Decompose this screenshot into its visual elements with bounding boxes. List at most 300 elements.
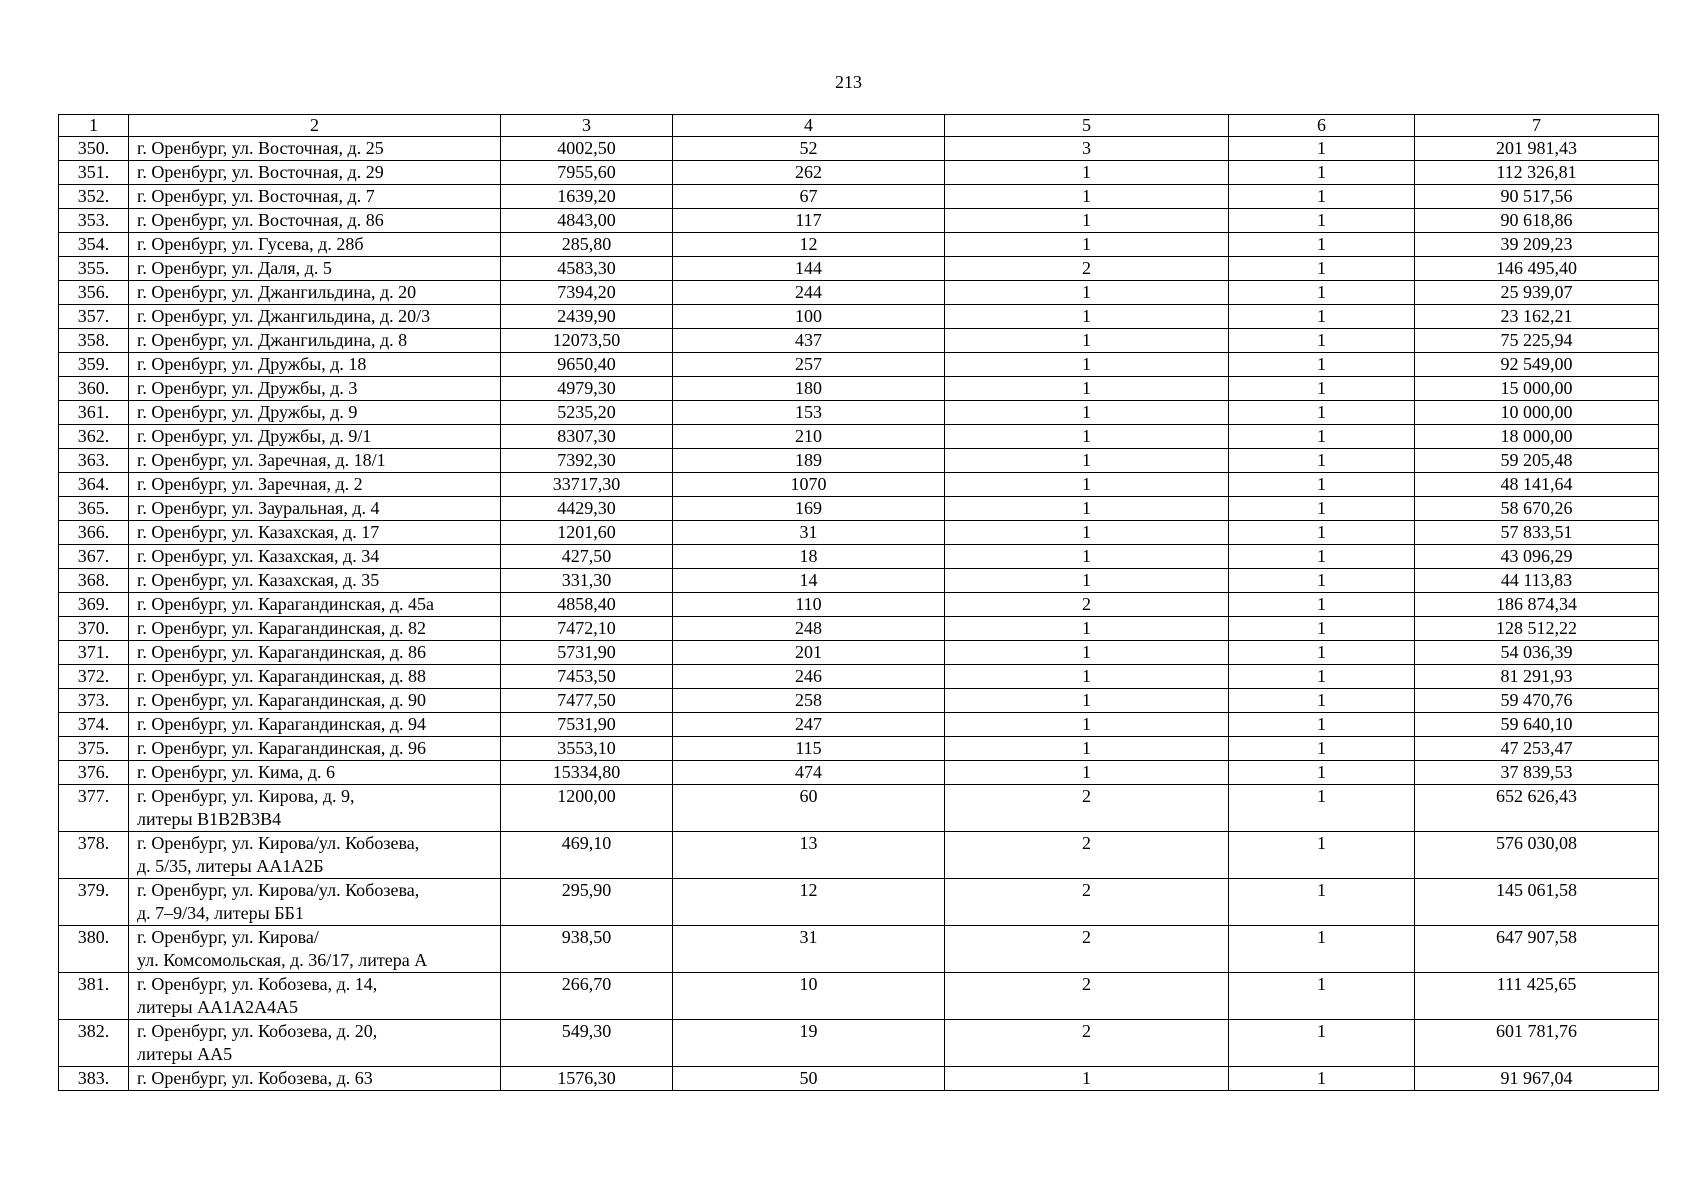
address-line: г. Оренбург, ул. Восточная, д. 7	[137, 186, 375, 206]
address-line: г. Оренбург, ул. Кобозева, д. 20,	[137, 1021, 378, 1041]
column-7-cell: 15 000,00	[1415, 377, 1659, 401]
header-cell-5: 5	[945, 115, 1229, 137]
area-cell: 33717,30	[501, 473, 673, 497]
area-cell: 7392,30	[501, 449, 673, 473]
address-cell	[129, 521, 501, 545]
address-line: г. Оренбург, ул. Кима, д. 6	[137, 762, 336, 782]
row-number-cell: 360.	[59, 377, 129, 401]
row-number-cell: 354.	[59, 233, 129, 257]
address-line: литеры В1В2В3В4	[137, 809, 282, 829]
row-number-cell: 380.	[59, 926, 129, 973]
column-4-cell: 117	[673, 209, 945, 233]
area-cell: 5235,20	[501, 401, 673, 425]
address-line: г. Оренбург, ул. Дружбы, д. 3	[137, 378, 358, 398]
column-6-cell: 1	[1229, 593, 1415, 617]
row-number-cell: 379.	[59, 879, 129, 926]
table-row	[59, 973, 1659, 1020]
address-cell	[129, 1020, 501, 1067]
address-cell	[129, 377, 501, 401]
table-row	[59, 209, 1659, 233]
column-5-cell: 1	[945, 569, 1229, 593]
column-4-cell: 201	[673, 641, 945, 665]
column-6-cell: 1	[1229, 161, 1415, 185]
column-5-cell: 1	[945, 761, 1229, 785]
column-4-cell: 258	[673, 689, 945, 713]
row-number-cell: 368.	[59, 569, 129, 593]
column-7-cell: 25 939,07	[1415, 281, 1659, 305]
column-5-cell: 1	[945, 497, 1229, 521]
address-cell	[129, 305, 501, 329]
row-number-cell: 363.	[59, 449, 129, 473]
column-6-cell: 1	[1229, 521, 1415, 545]
table-body	[59, 115, 1659, 1091]
area-cell: 12073,50	[501, 329, 673, 353]
header-cell-3: 3	[501, 115, 673, 137]
address-line: г. Оренбург, ул. Кирова/	[137, 927, 319, 947]
column-5-cell: 2	[945, 879, 1229, 926]
area-cell: 427,50	[501, 545, 673, 569]
area-cell: 5731,90	[501, 641, 673, 665]
table-row	[59, 521, 1659, 545]
address-cell	[129, 161, 501, 185]
row-number-cell: 366.	[59, 521, 129, 545]
column-7-cell: 54 036,39	[1415, 641, 1659, 665]
table-row	[59, 665, 1659, 689]
table-row	[59, 425, 1659, 449]
column-5-cell: 1	[945, 641, 1229, 665]
table-row	[59, 926, 1659, 973]
row-number-cell: 352.	[59, 185, 129, 209]
column-4-cell: 13	[673, 832, 945, 879]
column-5-cell: 1	[945, 209, 1229, 233]
table-row	[59, 281, 1659, 305]
column-7-cell: 48 141,64	[1415, 473, 1659, 497]
address-cell	[129, 593, 501, 617]
column-6-cell: 1	[1229, 569, 1415, 593]
column-4-cell: 12	[673, 233, 945, 257]
column-7-cell: 128 512,22	[1415, 617, 1659, 641]
address-cell	[129, 617, 501, 641]
area-cell: 1639,20	[501, 185, 673, 209]
column-6-cell: 1	[1229, 641, 1415, 665]
address-line: г. Оренбург, ул. Казахская, д. 34	[137, 546, 380, 566]
column-4-cell: 115	[673, 737, 945, 761]
address-line: г. Оренбург, ул. Кирова/ул. Кобозева,	[137, 833, 420, 853]
table-row	[59, 305, 1659, 329]
column-4-cell: 67	[673, 185, 945, 209]
row-number-cell: 374.	[59, 713, 129, 737]
column-7-cell: 186 874,34	[1415, 593, 1659, 617]
column-7-cell: 145 061,58	[1415, 879, 1659, 926]
area-cell: 3553,10	[501, 737, 673, 761]
column-6-cell: 1	[1229, 233, 1415, 257]
column-4-cell: 12	[673, 879, 945, 926]
column-5-cell: 1	[945, 737, 1229, 761]
table-row	[59, 641, 1659, 665]
column-4-cell: 100	[673, 305, 945, 329]
address-line: г. Оренбург, ул. Дружбы, д. 9	[137, 402, 358, 422]
address-cell	[129, 641, 501, 665]
column-4-cell: 31	[673, 926, 945, 973]
column-4-cell: 14	[673, 569, 945, 593]
column-4-cell: 60	[673, 785, 945, 832]
address-line: д. 7–9/34, литеры ББ1	[137, 903, 304, 923]
column-5-cell: 1	[945, 329, 1229, 353]
area-cell: 7955,60	[501, 161, 673, 185]
column-6-cell: 1	[1229, 832, 1415, 879]
address-cell	[129, 569, 501, 593]
column-7-cell: 91 967,04	[1415, 1067, 1659, 1091]
column-5-cell: 1	[945, 521, 1229, 545]
column-6-cell: 1	[1229, 329, 1415, 353]
table-row	[59, 137, 1659, 161]
row-number-cell: 383.	[59, 1067, 129, 1091]
column-6-cell: 1	[1229, 497, 1415, 521]
column-7-cell: 43 096,29	[1415, 545, 1659, 569]
area-cell: 1200,00	[501, 785, 673, 832]
address-line: г. Оренбург, ул. Карагандинская, д. 86	[137, 642, 427, 662]
row-number-cell: 356.	[59, 281, 129, 305]
column-4-cell: 19	[673, 1020, 945, 1067]
table-row	[59, 401, 1659, 425]
row-number-cell: 365.	[59, 497, 129, 521]
table-row	[59, 353, 1659, 377]
area-cell: 295,90	[501, 879, 673, 926]
address-line: г. Оренбург, ул. Джангильдина, д. 8	[137, 330, 408, 350]
column-7-cell: 112 326,81	[1415, 161, 1659, 185]
address-cell	[129, 257, 501, 281]
row-number-cell: 364.	[59, 473, 129, 497]
column-7-cell: 652 626,43	[1415, 785, 1659, 832]
area-cell: 7477,50	[501, 689, 673, 713]
column-7-cell: 576 030,08	[1415, 832, 1659, 879]
address-cell	[129, 209, 501, 233]
column-5-cell: 1	[945, 449, 1229, 473]
column-7-cell: 92 549,00	[1415, 353, 1659, 377]
row-number-cell: 359.	[59, 353, 129, 377]
address-line: г. Оренбург, ул. Кирова/ул. Кобозева,	[137, 880, 420, 900]
address-line: г. Оренбург, ул. Карагандинская, д. 45а	[137, 594, 435, 614]
row-number-cell: 376.	[59, 761, 129, 785]
column-7-cell: 57 833,51	[1415, 521, 1659, 545]
row-number-cell: 381.	[59, 973, 129, 1020]
column-5-cell: 1	[945, 713, 1229, 737]
column-7-cell: 81 291,93	[1415, 665, 1659, 689]
header-cell-1: 1	[59, 115, 129, 137]
row-number-cell: 362.	[59, 425, 129, 449]
address-line: г. Оренбург, ул. Кирова, д. 9,	[137, 786, 355, 806]
row-number-cell: 377.	[59, 785, 129, 832]
column-7-cell: 90 517,56	[1415, 185, 1659, 209]
address-line: г. Оренбург, ул. Даля, д. 5	[137, 258, 332, 278]
area-cell: 1576,30	[501, 1067, 673, 1091]
column-6-cell: 1	[1229, 785, 1415, 832]
row-number-cell: 357.	[59, 305, 129, 329]
column-5-cell: 2	[945, 832, 1229, 879]
table-row	[59, 377, 1659, 401]
column-4-cell: 50	[673, 1067, 945, 1091]
column-7-cell: 201 981,43	[1415, 137, 1659, 161]
column-6-cell: 1	[1229, 257, 1415, 281]
column-7-cell: 18 000,00	[1415, 425, 1659, 449]
area-cell: 4858,40	[501, 593, 673, 617]
address-line: г. Оренбург, ул. Карагандинская, д. 94	[137, 714, 427, 734]
address-cell	[129, 401, 501, 425]
address-cell	[129, 425, 501, 449]
address-cell	[129, 832, 501, 879]
address-cell	[129, 473, 501, 497]
area-cell: 266,70	[501, 973, 673, 1020]
header-cell-7: 7	[1415, 115, 1659, 137]
address-cell	[129, 233, 501, 257]
address-cell	[129, 665, 501, 689]
table-row	[59, 1067, 1659, 1091]
column-4-cell: 1070	[673, 473, 945, 497]
row-number-cell: 371.	[59, 641, 129, 665]
column-4-cell: 10	[673, 973, 945, 1020]
column-6-cell: 1	[1229, 689, 1415, 713]
column-7-cell: 47 253,47	[1415, 737, 1659, 761]
column-6-cell: 1	[1229, 1067, 1415, 1091]
address-cell	[129, 713, 501, 737]
area-cell: 285,80	[501, 233, 673, 257]
address-cell	[129, 137, 501, 161]
column-5-cell: 1	[945, 1067, 1229, 1091]
column-6-cell: 1	[1229, 401, 1415, 425]
column-5-cell: 1	[945, 545, 1229, 569]
address-line: г. Оренбург, ул. Карагандинская, д. 90	[137, 690, 427, 710]
column-4-cell: 248	[673, 617, 945, 641]
address-line: д. 5/35, литеры АА1А2Б	[137, 856, 324, 876]
column-5-cell: 1	[945, 305, 1229, 329]
address-line: г. Оренбург, ул. Восточная, д. 29	[137, 162, 384, 182]
column-7-cell: 59 470,76	[1415, 689, 1659, 713]
column-5-cell: 1	[945, 617, 1229, 641]
address-cell	[129, 1067, 501, 1091]
column-6-cell: 1	[1229, 617, 1415, 641]
column-6-cell: 1	[1229, 425, 1415, 449]
column-7-cell: 37 839,53	[1415, 761, 1659, 785]
column-4-cell: 110	[673, 593, 945, 617]
column-7-cell: 59 640,10	[1415, 713, 1659, 737]
header-cell-6: 6	[1229, 115, 1415, 137]
column-7-cell: 44 113,83	[1415, 569, 1659, 593]
column-6-cell: 1	[1229, 737, 1415, 761]
table-row	[59, 233, 1659, 257]
data-table	[58, 114, 1659, 1091]
table-row	[59, 185, 1659, 209]
area-cell: 4979,30	[501, 377, 673, 401]
column-6-cell: 1	[1229, 545, 1415, 569]
column-5-cell: 2	[945, 973, 1229, 1020]
column-6-cell: 1	[1229, 305, 1415, 329]
table-row	[59, 689, 1659, 713]
row-number-cell: 382.	[59, 1020, 129, 1067]
column-6-cell: 1	[1229, 185, 1415, 209]
column-4-cell: 246	[673, 665, 945, 689]
address-cell	[129, 329, 501, 353]
table-row	[59, 329, 1659, 353]
column-6-cell: 1	[1229, 473, 1415, 497]
column-4-cell: 210	[673, 425, 945, 449]
column-5-cell: 1	[945, 689, 1229, 713]
column-6-cell: 1	[1229, 761, 1415, 785]
address-line: г. Оренбург, ул. Восточная, д. 25	[137, 138, 384, 158]
address-line: г. Оренбург, ул. Восточная, д. 86	[137, 210, 384, 230]
column-7-cell: 39 209,23	[1415, 233, 1659, 257]
table-row	[59, 473, 1659, 497]
area-cell: 9650,40	[501, 353, 673, 377]
address-cell	[129, 545, 501, 569]
row-number-cell: 370.	[59, 617, 129, 641]
column-5-cell: 2	[945, 785, 1229, 832]
column-4-cell: 18	[673, 545, 945, 569]
address-cell	[129, 185, 501, 209]
table-row	[59, 785, 1659, 832]
address-line: г. Оренбург, ул. Джангильдина, д. 20	[137, 282, 417, 302]
address-line: г. Оренбург, ул. Казахская, д. 35	[137, 570, 380, 590]
column-6-cell: 1	[1229, 137, 1415, 161]
address-cell	[129, 689, 501, 713]
table-row	[59, 832, 1659, 879]
column-5-cell: 1	[945, 353, 1229, 377]
address-cell	[129, 761, 501, 785]
column-5-cell: 1	[945, 281, 1229, 305]
area-cell: 7531,90	[501, 713, 673, 737]
column-6-cell: 1	[1229, 973, 1415, 1020]
column-4-cell: 31	[673, 521, 945, 545]
area-cell: 549,30	[501, 1020, 673, 1067]
table-row	[59, 449, 1659, 473]
header-cell-2: 2	[129, 115, 501, 137]
row-number-cell: 361.	[59, 401, 129, 425]
address-line: г. Оренбург, ул. Казахская, д. 17	[137, 522, 380, 542]
column-6-cell: 1	[1229, 926, 1415, 973]
area-cell: 4002,50	[501, 137, 673, 161]
column-6-cell: 1	[1229, 879, 1415, 926]
column-4-cell: 437	[673, 329, 945, 353]
address-cell	[129, 281, 501, 305]
table-row	[59, 713, 1659, 737]
address-line: г. Оренбург, ул. Карагандинская, д. 96	[137, 738, 427, 758]
row-number-cell: 369.	[59, 593, 129, 617]
column-6-cell: 1	[1229, 353, 1415, 377]
address-cell	[129, 973, 501, 1020]
column-5-cell: 3	[945, 137, 1229, 161]
address-cell	[129, 879, 501, 926]
address-line: г. Оренбург, ул. Кобозева, д. 63	[137, 1068, 373, 1088]
row-number-cell: 355.	[59, 257, 129, 281]
column-4-cell: 189	[673, 449, 945, 473]
row-number-cell: 358.	[59, 329, 129, 353]
header-cell-4: 4	[673, 115, 945, 137]
row-number-cell: 378.	[59, 832, 129, 879]
column-4-cell: 257	[673, 353, 945, 377]
address-line: г. Оренбург, ул. Заречная, д. 2	[137, 474, 363, 494]
row-number-cell: 375.	[59, 737, 129, 761]
table-row	[59, 617, 1659, 641]
column-7-cell: 647 907,58	[1415, 926, 1659, 973]
column-5-cell: 2	[945, 257, 1229, 281]
table-row	[59, 593, 1659, 617]
row-number-cell: 372.	[59, 665, 129, 689]
column-5-cell: 2	[945, 926, 1229, 973]
column-7-cell: 90 618,86	[1415, 209, 1659, 233]
column-5-cell: 1	[945, 425, 1229, 449]
column-4-cell: 474	[673, 761, 945, 785]
row-number-cell: 353.	[59, 209, 129, 233]
address-cell	[129, 926, 501, 973]
area-cell: 938,50	[501, 926, 673, 973]
area-cell: 7453,50	[501, 665, 673, 689]
address-line: г. Оренбург, ул. Карагандинская, д. 88	[137, 666, 427, 686]
column-4-cell: 244	[673, 281, 945, 305]
table-row	[59, 879, 1659, 926]
column-7-cell: 601 781,76	[1415, 1020, 1659, 1067]
column-5-cell: 2	[945, 593, 1229, 617]
column-6-cell: 1	[1229, 281, 1415, 305]
table-row	[59, 761, 1659, 785]
table-row	[59, 545, 1659, 569]
column-6-cell: 1	[1229, 665, 1415, 689]
row-number-cell: 351.	[59, 161, 129, 185]
column-7-cell: 146 495,40	[1415, 257, 1659, 281]
area-cell: 2439,90	[501, 305, 673, 329]
column-4-cell: 169	[673, 497, 945, 521]
column-7-cell: 10 000,00	[1415, 401, 1659, 425]
area-cell: 331,30	[501, 569, 673, 593]
column-5-cell: 1	[945, 377, 1229, 401]
column-5-cell: 1	[945, 161, 1229, 185]
table-row	[59, 569, 1659, 593]
row-number-cell: 367.	[59, 545, 129, 569]
column-7-cell: 75 225,94	[1415, 329, 1659, 353]
column-5-cell: 1	[945, 233, 1229, 257]
column-7-cell: 58 670,26	[1415, 497, 1659, 521]
area-cell: 4843,00	[501, 209, 673, 233]
address-line: г. Оренбург, ул. Кобозева, д. 14,	[137, 974, 378, 994]
address-line: г. Оренбург, ул. Джангильдина, д. 20/3	[137, 306, 431, 326]
address-cell	[129, 497, 501, 521]
page-number: 213	[835, 72, 862, 92]
address-line: г. Оренбург, ул. Гусева, д. 28б	[137, 234, 364, 254]
area-cell: 4583,30	[501, 257, 673, 281]
area-cell: 7394,20	[501, 281, 673, 305]
column-7-cell: 59 205,48	[1415, 449, 1659, 473]
address-cell	[129, 449, 501, 473]
address-line: ул. Комсомольская, д. 36/17, литера А	[137, 950, 428, 970]
area-cell: 469,10	[501, 832, 673, 879]
column-5-cell: 1	[945, 185, 1229, 209]
address-cell	[129, 785, 501, 832]
address-line: литеры АА5	[137, 1044, 233, 1064]
area-cell: 4429,30	[501, 497, 673, 521]
column-4-cell: 52	[673, 137, 945, 161]
table-row	[59, 161, 1659, 185]
column-4-cell: 180	[673, 377, 945, 401]
column-5-cell: 1	[945, 665, 1229, 689]
column-5-cell: 2	[945, 1020, 1229, 1067]
address-cell	[129, 737, 501, 761]
address-line: г. Оренбург, ул. Дружбы, д. 9/1	[137, 426, 372, 446]
column-4-cell: 153	[673, 401, 945, 425]
column-4-cell: 144	[673, 257, 945, 281]
column-4-cell: 262	[673, 161, 945, 185]
table-row	[59, 497, 1659, 521]
area-cell: 8307,30	[501, 425, 673, 449]
area-cell: 7472,10	[501, 617, 673, 641]
column-7-cell: 23 162,21	[1415, 305, 1659, 329]
